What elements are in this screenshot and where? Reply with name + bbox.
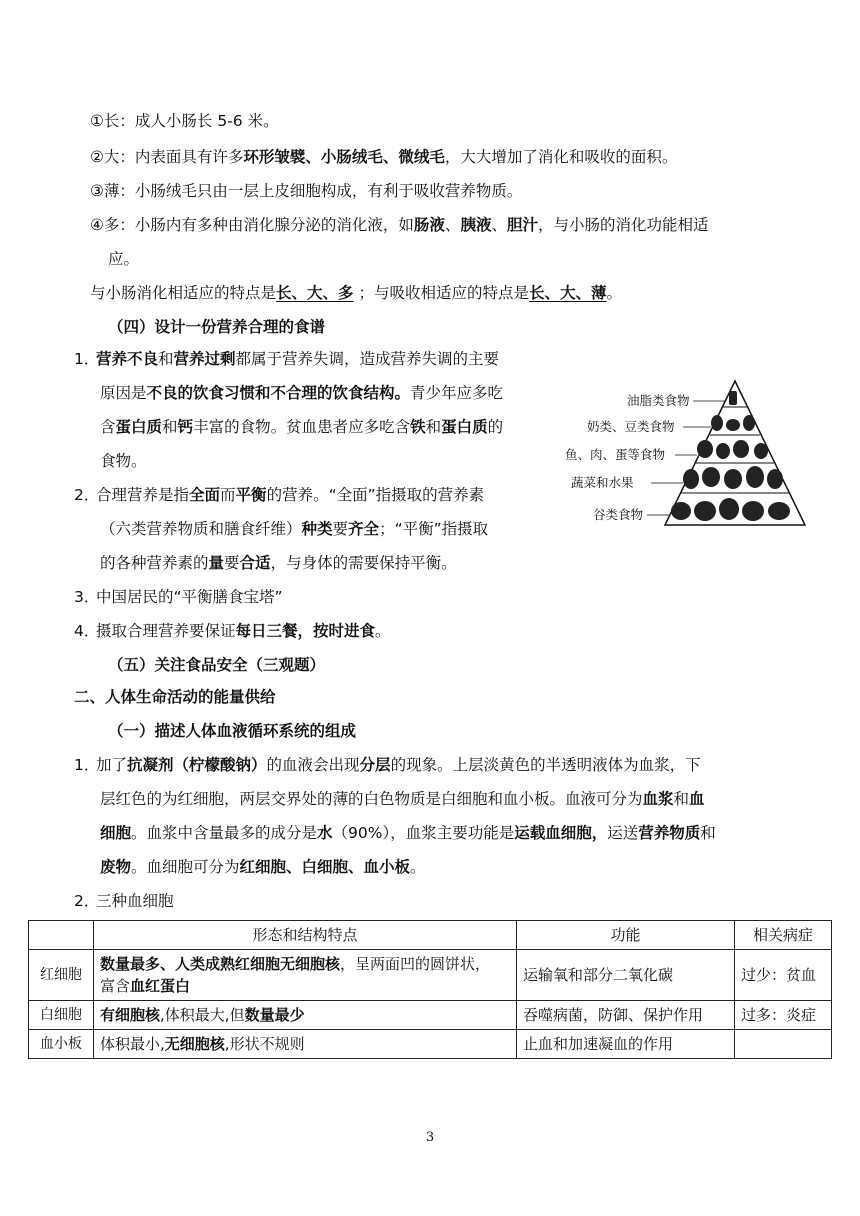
page-number: 3 — [425, 1130, 435, 1145]
feature-cell: 体积最小,无细胞核,形状不规则 — [94, 1030, 517, 1059]
table-row — [29, 950, 832, 1001]
text-line: ②大：内表面具有许多环形皱襞、小肠绒毛、微绒毛，大大增加了消化和吸收的面积。 — [90, 148, 678, 166]
pyramid-label-meat: 鱼、肉、蛋等食物 — [565, 447, 666, 462]
table-header — [29, 921, 94, 950]
table-header: 形态和结构特点 — [94, 921, 517, 950]
text-line: 4．摄取合理营养要保证每日三餐，按时进食。 — [74, 622, 391, 640]
pyramid-label-oil: 油脂类食物 — [627, 393, 690, 408]
feature-cell: 数量最多、人类成熟红细胞无细胞核，呈两面凹的圆饼状， 富含血红蛋白 — [94, 950, 517, 1001]
text-line: ①长：成人小肠长 5-6 米。 — [90, 112, 279, 130]
text-line: （六类营养物质和膳食纤维）种类要齐全；“平衡”指摄取 — [100, 520, 489, 538]
text-line: 与小肠消化相适应的特点是长、大、多 ；与吸收相适应的特点是长、大、薄。 — [90, 284, 622, 302]
food-pyramid-illustration — [565, 375, 810, 535]
table-header-row — [29, 921, 832, 950]
section-heading: （一）描述人体血液循环系统的组成 — [108, 722, 357, 740]
row-label: 血小板 — [29, 1030, 94, 1059]
function-cell: 吞噬病菌，防御、保护作用 — [517, 1001, 735, 1030]
text-line: 1．营养不良和营养过剩都属于营养失调，造成营养失调的主要 — [74, 350, 500, 368]
function-cell: 运输氧和部分二氧化碳 — [517, 950, 735, 1001]
text-line: 含蛋白质和钙丰富的食物。贫血患者应多吃含铁和蛋白质的 — [100, 418, 504, 436]
disease-cell — [735, 1030, 832, 1059]
text-line: 原因是不良的饮食习惯和不合理的饮食结构。青少年应多吃 — [100, 384, 504, 402]
table-row — [29, 1001, 832, 1030]
section-heading: （五）关注食品安全（三观题） — [108, 656, 326, 674]
table-row — [29, 1030, 832, 1059]
text-line: 层红色的为红细胞，两层交界处的薄的白色物质是白细胞和血小板。血液可分为血浆和血 — [100, 790, 705, 808]
row-label: 白细胞 — [29, 1001, 94, 1030]
row-label: 红细胞 — [29, 950, 94, 1001]
text-line: 3．中国居民的“平衡膳食宝塔” — [74, 588, 283, 606]
pyramid-label-dairy: 奶类、豆类食物 — [587, 419, 675, 434]
table-header: 功能 — [517, 921, 735, 950]
pyramid-label-vegetables: 蔬菜和水果 — [571, 475, 634, 490]
text-line: 2．三种血细胞 — [74, 892, 174, 910]
table-header: 相关病症 — [735, 921, 832, 950]
text-line: 1．加了抗凝剂（柠檬酸钠）的血液会出现分层的现象。上层淡黄色的半透明液体为血浆，下 — [74, 756, 701, 774]
chapter-heading: 二、人体生命活动的能量供给 — [74, 688, 276, 706]
text-line: 食物。 — [100, 452, 147, 470]
text-line: 2．合理营养是指全面而平衡的营养。“全面”指摄取的营养素 — [74, 486, 485, 504]
text-line: ④多：小肠内有多种由消化腺分泌的消化液，如肠液、胰液、胆汁，与小肠的消化功能相适 — [90, 216, 709, 234]
text-line: ③薄：小肠绒毛只由一层上皮细胞构成，有利于吸收营养物质。 — [90, 182, 523, 200]
pyramid-label-grains: 谷类食物 — [593, 507, 644, 522]
text-line: 细胞。血浆中含量最多的成分是水（90%），血浆主要功能是运载血细胞，运送营养物质和 — [100, 824, 716, 842]
text-line: 废物。血细胞可分为红细胞、白细胞、血小板。 — [100, 858, 426, 876]
function-cell: 止血和加速凝血的作用 — [517, 1030, 735, 1059]
disease-cell: 过少：贫血 — [735, 950, 832, 1001]
section-heading: （四）设计一份营养合理的食谱 — [108, 318, 326, 336]
blood-cell-table — [28, 920, 832, 1059]
text-line: 的各种营养素的量要合适，与身体的需要保持平衡。 — [100, 554, 457, 572]
feature-cell: 有细胞核,体积最大,但数量最少 — [94, 1001, 517, 1030]
text-line: 应。 — [108, 250, 140, 268]
disease-cell: 过多：炎症 — [735, 1001, 832, 1030]
